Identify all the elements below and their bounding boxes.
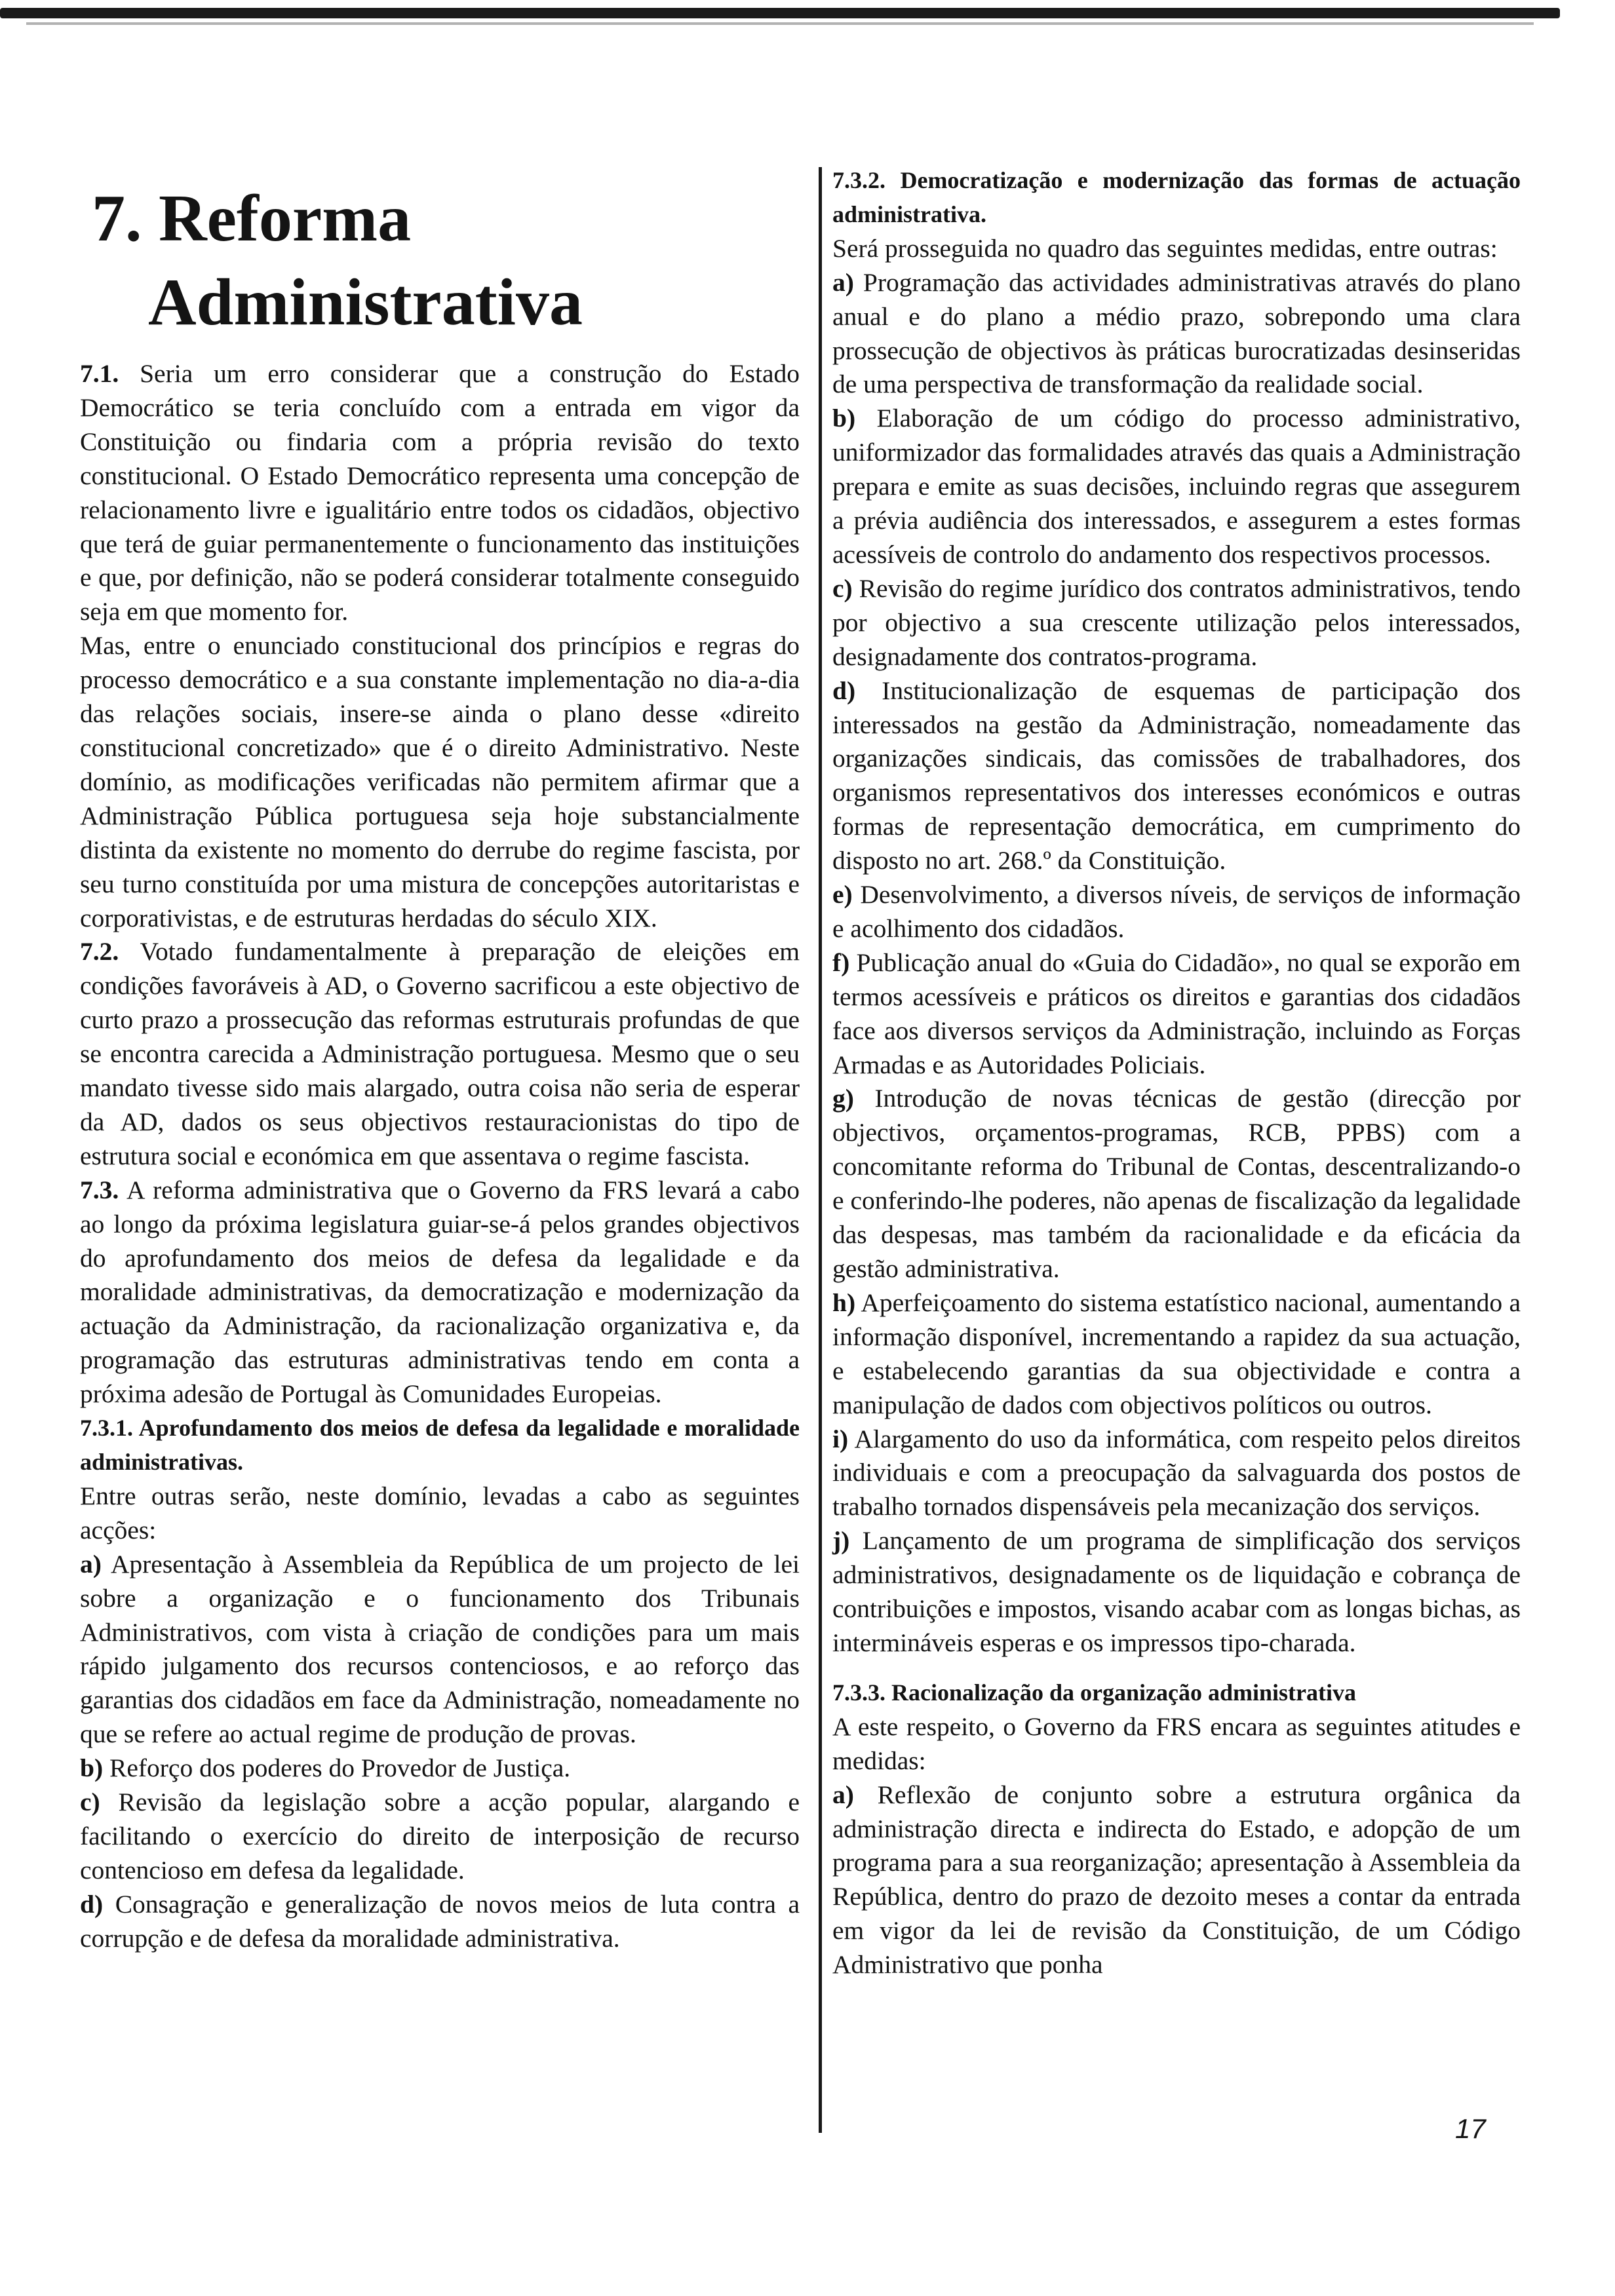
top-border-line [0,8,1560,18]
list-item [80,1786,800,1888]
item-marker: g) [832,1084,854,1113]
page-title [92,177,583,345]
paragraph-text: Seria um erro considerar que a construção do Estado Democrático se teria concluído com a entrada em vigor da Constituição ou findaria com a própria revisão do texto constitucional. O Estado Democrático representa uma concepção de relacionamento livre e igualitário entre todos os cidadãos, objectivo que terá de guiar permanentemente o funcionamento das instituições e que, por definição, não se poderá considerar totalmente conseguido seja em que momento for. [80,359,800,626]
title-line-1: 7. Reforma [92,182,412,256]
list-item [832,572,1521,674]
list-item [832,1286,1521,1423]
list-item [832,878,1521,946]
item-text: Institucionalização de esquemas de participação dos interessados na gestão da Administração, nomeadamente das organizações sindicais, das comissões de trabalhadores, dos organismos representativos dos interesses económicos e outras formas de representação democrática, em cumprimento do disposto no art. 268.º da Constituição. [832,676,1521,875]
item-text: Alargamento do uso da informática, com respeito pelos direitos individuais e com a preocupação da salvaguarda dos postos de trabalho tornados dispensáveis pela mecanização dos serviços. [832,1424,1521,1521]
paragraph-text: Votado fundamentalmente à preparação de eleições em condições favoráveis à AD, o Governo sacrificou a este objectivo de curto prazo a prossecução das reformas estruturais profundas de que se encontra carecida a Administração portuguesa. Mesmo que o seu mandato tivesse sido mais alargado, outra coisa não seria de esperar da AD, dados os seus objectivos restauracionistas do tipo de estrutura social e económica em que assentava o regime fascista. [80,937,800,1170]
item-text: Desenvolvimento, a diversos níveis, de serviços de informação e acolhimento dos cidadãos. [832,880,1521,943]
paragraph-text: A reforma administrativa que o Governo da FRS levará a cabo ao longo da próxima legislatura guiar-se-á pelos grandes objectivos do aprofundamento dos meios de defesa da legalidade e da moralidade administrativas, da democratização e modernização da actuação da Administração, da racionalização organizativa e, da programação das estruturas administrativas tendo em conta a próxima adesão de Portugal às Comunidades Europeias. [80,1175,800,1409]
item-marker: b) [832,404,856,433]
item-text: Lançamento de um programa de simplificação dos serviços administrativos, designadamente os de liquidação e cobrança de contribuições e impostos, visando acabar com as longas bichas, as intermináveis esperas e os impressos tipo-charada. [832,1526,1521,1657]
item-text: Consagração e generalização de novos meios de luta contra a corrupção e de defesa da moralidade administrativa. [80,1889,800,1953]
item-marker: d) [832,676,856,705]
paragraph-7-3 [80,1174,800,1411]
item-marker: b) [80,1753,104,1783]
section-intro: A este respeito, o Governo da FRS encara as seguintes atitudes e medidas: [832,1712,1521,1775]
column-divider [819,167,822,2133]
item-text: Reflexão de conjunto sobre a estrutura orgânica da administração directa e indirecta do Estado, e adopção de um programa para a sua reorganização; apresentação à Assembleia da República, dentro do prazo de dezoito meses a contar da entrada em vigor da lei de revisão da Constituição, de um Código Administrativo que ponha [832,1780,1521,1980]
section-intro: Será prosseguida no quadro das seguintes medidas, entre outras: [832,233,1498,263]
left-column [80,357,800,1956]
list-item [832,1778,1521,1982]
item-text: Reforço dos poderes do Provedor de Justiça. [109,1753,571,1783]
item-text: Revisão do regime jurídico dos contratos administrativos, tendo por objectivo a sua crescente utilização pelos interessados, designadamente dos contratos-programa. [832,573,1521,671]
list-item [832,402,1521,572]
section-number: 7.2. [80,937,119,966]
list-item [80,1548,800,1751]
item-marker: i) [832,1424,849,1453]
list-item [832,946,1521,1082]
section-number: 7.3. [80,1175,119,1204]
page-number: 17 [1455,2113,1486,2144]
item-text: Elaboração de um código do processo administrativo, uniformizador das formalidades através das quais a Administração prepara e emite as suas decisões, incluindo regras que assegurem a prévia audiência dos interessados, e assegurem a estes formas acessíveis de controlo do andamento dos respectivos processos. [832,404,1521,569]
item-marker: c) [832,573,853,603]
item-marker: a) [80,1549,102,1578]
item-marker: f) [832,947,850,977]
list-item [832,1423,1521,1525]
paragraph-text: Mas, entre o enunciado constitucional dos princípios e regras do processo democrático e a sua constante implementação no dia-a-dia das relações sociais, insere-se ainda o plano desse «direito constitucional concretizado» que é o direito Administrativo. Neste domínio, as modificações verificadas não permitem afirmar que a Administração Pública portuguesa seja hoje substancialmente distinta da existente no momento do derrube do regime fascista, por seu turno constituída por uma mistura de concepções autoritaristas e corporativistas, e de estruturas herdadas do século XIX. [80,631,800,932]
list-item [832,266,1521,402]
list-item [832,1524,1521,1660]
list-item [832,1082,1521,1286]
item-text: Apresentação à Assembleia da República de um projecto de lei sobre a organização e o funcionamento dos Tribunais Administrativos, com vista à criação de condições para um mais rápido julgamento dos recursos contenciosos, e ao reforço das garantias dos cidadãos em face da Administração, nomeadamente no que se refere ao actual regime de produção de provas. [80,1549,800,1749]
right-column [832,164,1521,1982]
paragraph-7-1 [80,357,800,629]
item-text: Revisão da legislação sobre a acção popular, alargando e facilitando o exercício do direito de interposição de recurso contencioso em defesa da legalidade. [80,1788,800,1885]
paragraph-7-2 [80,935,800,1173]
section-number: 7.1. [80,359,119,388]
item-marker: a) [832,1780,854,1809]
list-item [80,1888,800,1956]
item-marker: e) [832,880,853,909]
item-marker: h) [832,1288,856,1317]
item-text: Publicação anual do «Guia do Cidadão», no qual se exporão em termos acessíveis e práticos os direitos e garantias dos cidadãos face aos diversos serviços da Administração, incluindo as Forças Armadas e as Autoridades Policiais. [832,947,1521,1079]
paragraph-7-1-cont [80,629,800,935]
title-line-2: Administrativa [148,265,583,339]
section-heading-7-3-3: 7.3.3. Racionalização da organização administrativa [832,1679,1356,1706]
section-heading-7-3-2: 7.3.2. Democratização e modernização das formas de actuação administrativa. [832,167,1521,227]
item-text: Programação das actividades administrativas através do plano anual e do plano a médio prazo, sobrepondo uma clara prossecução de objectivos às práticas burocratizadas desinseridas de uma perspectiva de transformação da realidade social. [832,267,1521,399]
item-text: Introdução de novas técnicas de gestão (direcção por objectivos, orçamentos-programas, RCB, PPBS) com a concomitante reforma do Tribunal de Contas, descentralizando-o e conferindo-lhe poderes, não apenas de fiscalização da legalidade das despesas, mas também da racionalidade e da eficácia da gestão administrativa. [832,1084,1521,1283]
item-marker: c) [80,1788,100,1817]
item-marker: j) [832,1526,850,1556]
item-marker: d) [80,1889,104,1919]
section-heading-7-3-1: 7.3.1. Aprofundamento dos meios de defesa da legalidade e moralidade administrativas. [80,1415,800,1475]
top-border-shadow [26,22,1534,25]
section-intro: Entre outras serão, neste domínio, levadas a cabo as seguintes acções: [80,1481,800,1544]
list-item [832,674,1521,878]
item-marker: a) [832,267,854,297]
list-item [80,1751,800,1786]
item-text: Aperfeiçoamento do sistema estatístico nacional, aumentando a informação disponível, incrementando a rapidez da sua actuação, e estabelecendo garantias da sua objectividade e contra a manipulação de dados com objectivos políticos ou outros. [832,1288,1521,1419]
